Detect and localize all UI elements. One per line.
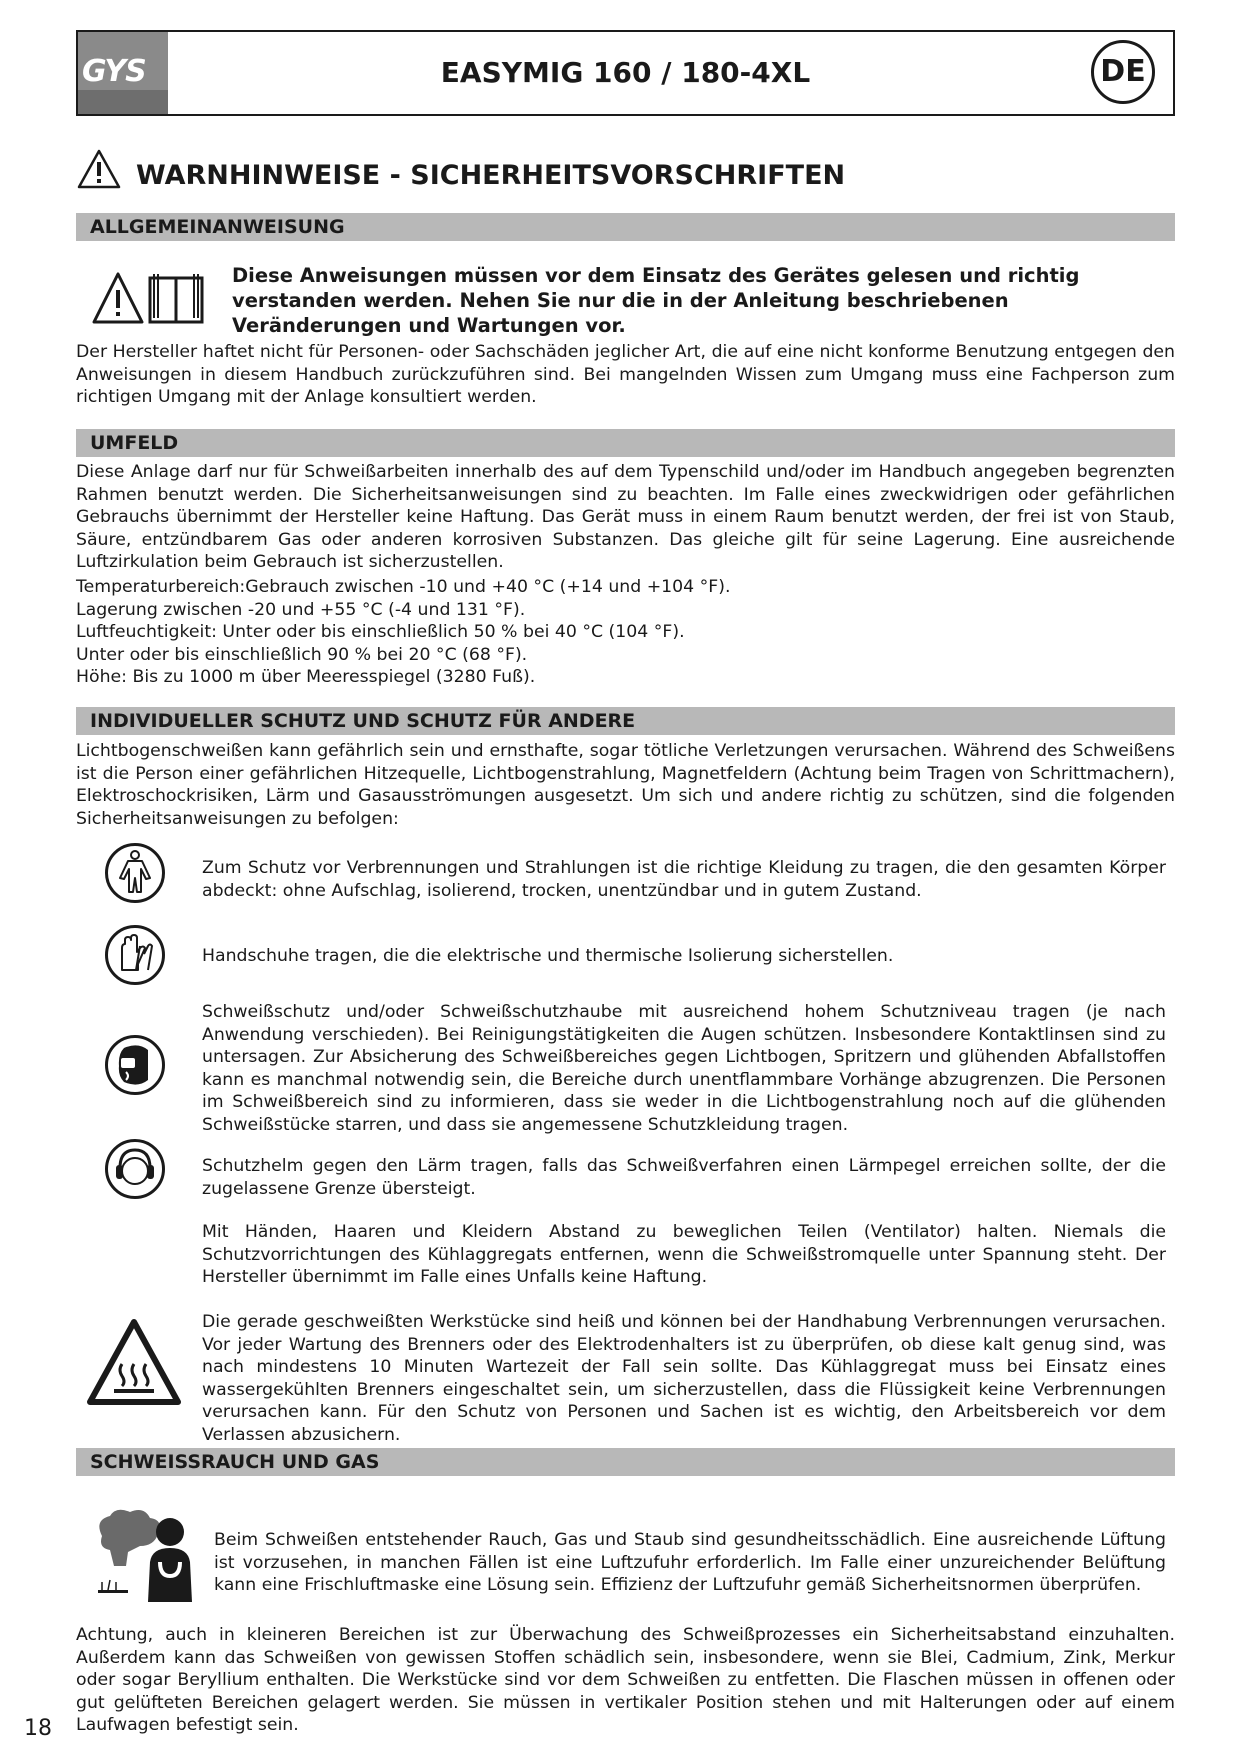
logo-text: GYS (82, 54, 146, 89)
condition-line: Lagerung zwischen -20 und +55 °C (-4 und 131 °F). (76, 599, 526, 620)
protection-intro: Lichtbogenschweißen kann gefährlich sein und ernsthafte, sogar tötliche Verletzungen verursachen. Während des Schweißens ist die Person einer gefährlichen Hitzequelle, Lichtbogenstrahlung, Magnetfeldern (Achtung beim Tragen von Schrittmachern), Elektroschockrisiken, Lärm und Gasausströmungen ausgesetzt. Um sich und andere richtig zu schützen, sind die folgenden Sicherheitsanweisungen zu befolgen: (76, 741, 1175, 829)
section-heading-general: ALLGEMEINANWEISUNG (76, 213, 1175, 241)
read-manual-icon (92, 270, 208, 326)
fumes-hazard-icon (88, 1506, 208, 1602)
protection-item-gloves: Handschuhe tragen, die die elektrische und thermische Isolierung sicherstellen. (202, 946, 894, 966)
condition-line: Temperaturbereich:Gebrauch zwischen -10 und +40 °C (+14 und +104 °F). (76, 577, 731, 597)
welding-mask-icon (104, 1034, 166, 1096)
condition-line: Höhe: Bis zu 1000 m über Meeresspiegel (3280 Fuß). (76, 667, 536, 687)
environment-text: Diese Anlage darf nur für Schweißarbeiten innerhalb des auf dem Typenschild und/oder im Handbuch angegeben begrenzten Rahmen benutzt werden. Die Sicherheitsanweisungen sind zu beachten. Im Falle eines zweckwidrigen oder gefährlichen Gebrauchs übernimmt der Hersteller keine Haftung. Das Gerät muss in einem Raum benutzt werden, der frei ist von Staub, Säure, entzündbarem Gas oder anderen korrosiven Substanzen. Das gleiche gilt für seine Lagerung. Eine ausreichende Luftzirkulation beim Gebrauch ist sicherzustellen. (76, 462, 1175, 572)
protection-item-mask: Schweißschutz und/oder Schweißschutzhaube mit ausreichend hohem Schutzniveau tragen (je nach Anwendung verschieden). Bei Reinigungstätigkeiten die Augen schützen. Insbesondere Kontaktlinsen sind zu untersagen. Zur Absicherung des Schweißbereiches gegen Lichtbogen, Spritzern und glühenden Abfallstoffen kann es manchmal notwendig sein, die Bereiche durch unentflammbare Vorhänge abzugrenzen. Die Personen im Schweißbereich sind zu informieren, dass sie weder in die Lichtbogenstrahlung noch auf die glühenden Schweißstücke starren, und dass sie angemessene Schutzkleidung tragen. (202, 1002, 1166, 1135)
page-number: 18 (24, 1716, 52, 1741)
protection-item-hot-parts: Die gerade geschweißten Werkstücke sind heiß und können bei der Handhabung Verbrennungen verursachen. Vor jeder Wartung des Brenners oder des Elektrodenhalters ist zu überprüfen, ob diese kalt genug sind, was nach mindestens 10 Minuten Wartezeit der Fall sein sollte. Das Kühlaggregat muss bei Einsatz eines wassergekühlten Brenners eingeschaltet sein, um sicherzustellen, dass die Flüssigkeit keine Verbrennungen verursachen kann. Für den Schutz von Personen und Sachen ist es wichtig, den Arbeitsbereich vor dem Verlassen abzusichern. (202, 1312, 1166, 1445)
section-heading-protection: INDIVIDUELLER SCHUTZ UND SCHUTZ FÜR ANDERE (76, 707, 1175, 735)
language-badge: DE (1091, 40, 1155, 104)
main-title: WARNHINWEISE - SICHERHEITSVORSCHRIFTEN (136, 160, 846, 191)
fumes-text: Achtung, auch in kleineren Bereichen ist zur Überwachung des Schweißprozesses ein Sicherheitsabstand einzuhalten. Außerdem kann das Schweißen von gewissen Stoffen schädlich sein, insbesondere, wenn sie Blei, Cadmium, Zink, Merkur oder sogar Beryllium enthalten. Die Werkstücke sind vor dem Schweißen zu entfetten. Die Flaschen müssen in offenen oder gut gelüfteten Bereichen gelagert werden. Sie müssen in vertikaler Position stehen und mit Halterungen oder auf einem Laufwagen befestigt sein. (76, 1625, 1175, 1735)
protective-clothing-icon (104, 842, 166, 904)
section-heading-environment: UMFELD (76, 429, 1175, 457)
protection-item-hearing: Schutzhelm gegen den Lärm tragen, falls das Schweißverfahren einen Lärmpegel erreichen sollte, der die zugelassene Grenze übersteigt. (202, 1156, 1166, 1199)
logo-bar (78, 90, 168, 114)
protection-item-moving-parts: Mit Händen, Haaren und Kleidern Abstand zu beweglichen Teilen (Ventilator) halten. Niemals die Schutzvorrichtungen des Kühlaggregats entfernen, wenn die Schweißstromquelle unter Spannung steht. Der Hersteller übernimmt im Falle eines Unfalls keine Haftung. (202, 1222, 1166, 1287)
general-text: Der Hersteller haftet nicht für Personen- oder Sachschäden jeglicher Art, die auf eine nicht konforme Benutzung entgegen den Anweisungen in diesem Handbuch zurückzuführen sind. Bei mangelnden Wissen zum Umgang muss eine Fachperson zum richtigen Umgang mit der Anlage konsultiert werden. (76, 342, 1175, 407)
gloves-icon (104, 924, 166, 986)
section-heading-fumes: SCHWEISSRAUCH UND GAS (76, 1448, 1175, 1476)
document-title: EASYMIG 160 / 180-4XL (440, 56, 811, 89)
document-header (76, 30, 1175, 116)
ear-protection-icon (104, 1138, 166, 1200)
condition-line: Luftfeuchtigkeit: Unter oder bis einschließlich 50 % bei 40 °C (104 °F). (76, 622, 685, 642)
general-bold-text: Diese Anweisungen müssen vor dem Einsatz des Gerätes gelesen und richtig verstanden werden. Nehen Sie nur die in der Anleitung beschriebenen Veränderungen und Wartungen vor. (232, 264, 1080, 337)
hot-surface-icon (86, 1318, 182, 1408)
environment-conditions (76, 576, 1175, 689)
protection-item-clothing: Zum Schutz vor Verbrennungen und Strahlungen ist die richtige Kleidung zu tragen, die den gesamten Körper abdeckt: ohne Aufschlag, isolierend, trocken, unentzündbar und in gutem Zustand. (202, 858, 1166, 901)
condition-line: Unter oder bis einschließlich 90 % bei 20 °C (68 °F). (76, 644, 528, 665)
fumes-icon-text: Beim Schweißen entstehender Rauch, Gas und Staub sind gesundheitsschädlich. Eine ausreichende Lüftung ist vorzusehen, in manchen Fällen ist eine Luftzufuhr erforderlich. Im Falle einer unzureichender Belüftung kann eine Frischluftmaske eine Lösung sein. Effizienz der Luftzufuhr gemäß Sicherheitsnormen überprüfen. (214, 1530, 1166, 1595)
